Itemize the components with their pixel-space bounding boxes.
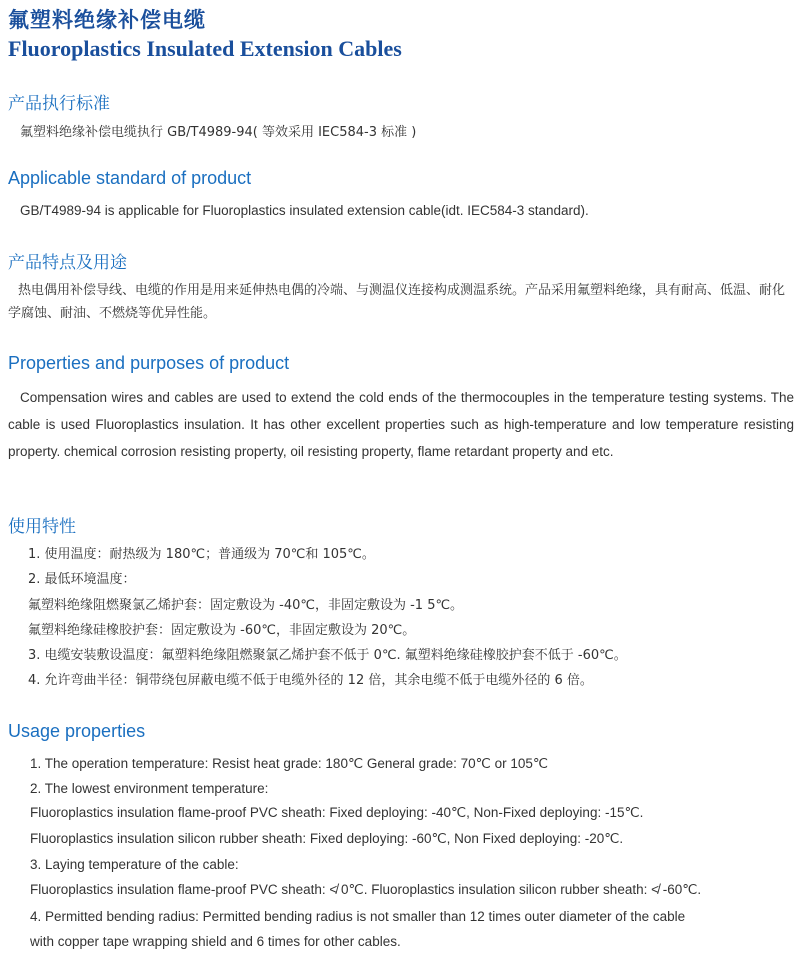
page-title-cn: 氟塑料绝缘补偿电缆 [8, 7, 206, 32]
usage-cn-line: 3. 电缆安装敷设温度：氟塑料绝缘阻燃聚氯乙烯护套不低于 0℃. 氟塑料绝缘硅橡胶护套不低于 -60℃。 [28, 648, 627, 663]
usage-en-line: 4. Permitted bending radius: Permitted bending radius is not smaller than 12 times outer diameter of the cable [30, 909, 686, 924]
standard-cn-text: 氟塑料绝缘补偿电缆执行 GB/T4989-94( 等效采用 IEC584-3 标准 ) [20, 125, 417, 140]
usage-en-line: Fluoroplastics insulation flame-proof PVC sheath: Fixed deploying: -40℃, Non-Fixed deploying: -15℃. [30, 805, 644, 820]
heading-usage-en: Usage properties [8, 721, 146, 741]
usage-cn-line: 1. 使用温度：耐热级为 180℃；普通级为 70℃和 105℃。 [28, 547, 375, 562]
usage-en-line: 2. The lowest environment temperature: [30, 781, 269, 796]
properties-cn-text: 热电偶用补偿导线、电缆的作用是用来延伸热电偶的冷端、与测温仪连接构成测温系统。产品采用氟塑料绝缘，具有耐高、低温、耐化学腐蚀、耐油、不燃烧等优异性能。 [8, 283, 786, 321]
heading-standard-en: Applicable standard of product [8, 168, 252, 188]
heading-standard-cn: 产品执行标准 [8, 94, 110, 114]
usage-en-line: Fluoroplastics insulation silicon rubber sheath: Fixed deploying: -60℃, Non Fixed deploying: -20℃. [30, 831, 624, 846]
usage-cn-line: 氟塑料绝缘阻燃聚氯乙烯护套：固定敷设为 -40℃，非固定敷设为 -1 5℃。 [28, 598, 464, 613]
usage-en-line: with copper tape wrapping shield and 6 times for other cables. [30, 934, 401, 949]
usage-en-line: 3. Laying temperature of the cable: [30, 857, 239, 872]
heading-properties-en: Properties and purposes of product [8, 353, 290, 373]
heading-properties-cn: 产品特点及用途 [8, 253, 127, 273]
usage-en-line: Fluoroplastics insulation flame-proof PVC sheath: ≮ 0℃. Fluoroplastics insulation silicon rubber sheath: ≮ -60℃. [30, 882, 702, 897]
standard-en-text: GB/T4989-94 is applicable for Fluoroplastics insulated extension cable(idt. IEC584-3 standard). [20, 203, 589, 218]
usage-cn-line: 4. 允许弯曲半径：铜带绕包屏蔽电缆不低于电缆外径的 12 倍，其余电缆不低于电缆外径的 6 倍。 [28, 673, 593, 688]
usage-en-line: 1. The operation temperature: Resist heat grade: 180℃ General grade: 70℃ or 105℃ [30, 756, 549, 771]
properties-en-text: Compensation wires and cables are used to extend the cold ends of the thermocouples in the temperature testing systems. The cable is used Fluoroplastics insulation. It has other excellent properties such as high-temperature and low temperature resisting property. chemical corrosion resisting property, oil resisting property, flame retardant property and etc. [8, 390, 794, 459]
heading-usage-cn: 使用特性 [8, 517, 76, 537]
usage-cn-line: 2. 最低环境温度： [28, 572, 136, 587]
page-title-en: Fluoroplastics Insulated Extension Cables [8, 36, 402, 61]
usage-cn-line: 氟塑料绝缘硅橡胶护套：固定敷设为 -60℃，非固定敷设为 20℃。 [28, 623, 416, 638]
